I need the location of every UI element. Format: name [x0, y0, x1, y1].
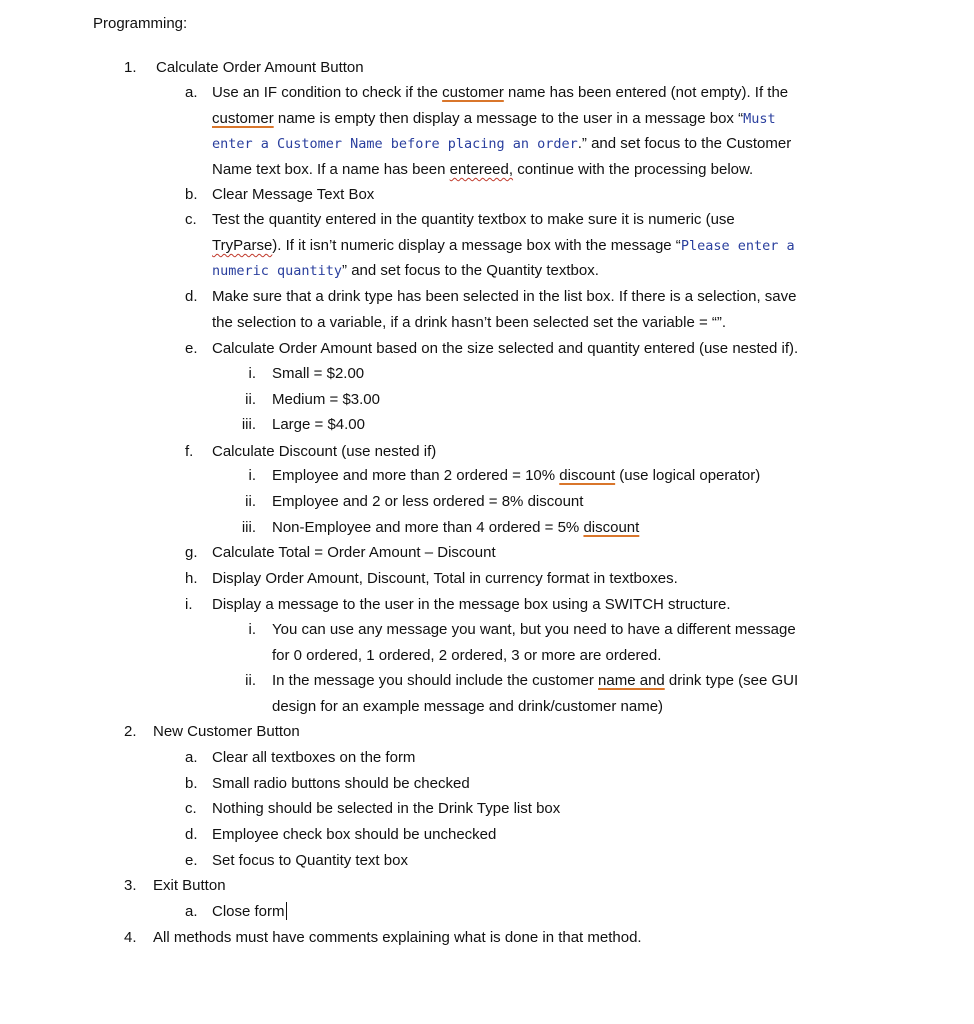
entereed-misspelled: entereed, — [449, 161, 514, 178]
customer-underlined: customer — [212, 110, 274, 127]
item-3a-marker: a. — [185, 903, 198, 920]
code-please-enter: Please enter a — [680, 238, 795, 254]
item-1e-ii-text: Medium = $3.00 — [272, 391, 380, 408]
item-1f-iii-marker: iii. — [241, 519, 256, 536]
item-1c-marker: c. — [185, 211, 197, 228]
item-1-title: Calculate Order Amount Button — [156, 59, 364, 76]
item-1d-line-2: the selection to a variable, if a drink hasn’t been selected set the variable = “”. — [212, 314, 727, 331]
name-and-underlined: name and — [598, 672, 665, 689]
item-1-marker: 1. — [124, 59, 137, 76]
item-1i-i-line-1: You can use any message you want, but you need to have a different message — [272, 621, 796, 638]
item-1e-iii-marker: iii. — [241, 416, 256, 433]
item-1c-line-3: numeric quantity” and set focus to the Quantity textbox. — [212, 262, 599, 279]
item-2-marker: 2. — [124, 723, 137, 740]
item-1f-i-marker: i. — [248, 467, 256, 484]
item-4-marker: 4. — [124, 929, 137, 946]
item-1a-line-3: enter a Customer Name before placing an order.” and set focus to the Customer — [212, 135, 792, 152]
item-3a-text[interactable]: Close form — [212, 903, 285, 920]
item-1i-text: Display a message to the user in the message box using a SWITCH structure. — [212, 596, 731, 613]
discount-underlined: discount — [559, 467, 616, 484]
item-2d-marker: d. — [185, 826, 198, 843]
item-1e-text: Calculate Order Amount based on the size selected and quantity entered (use nested if). — [212, 340, 799, 357]
item-3-marker: 3. — [124, 877, 137, 894]
item-2d-text: Employee check box should be unchecked — [212, 826, 497, 843]
code-numeric-quantity: numeric quantity — [212, 263, 343, 279]
item-1a-line-4: Name text box. If a name has been entereed, continue with the processing below. — [212, 161, 754, 178]
page-heading: Programming: — [93, 15, 188, 32]
item-1g-text: Calculate Total = Order Amount – Discount — [212, 544, 496, 561]
item-1f-marker: f. — [185, 443, 194, 460]
item-1f-ii-marker: ii. — [245, 493, 256, 510]
text-cursor — [286, 902, 287, 920]
item-1b-text: Clear Message Text Box — [212, 186, 375, 203]
item-1i-ii-line-1: In the message you should include the customer name and drink type (see GUI — [272, 672, 799, 689]
item-4-title: All methods must have comments explaining what is done in that method. — [153, 929, 642, 946]
item-1a-line-2: customer name is empty then display a message to the user in a message box “Must — [212, 110, 776, 127]
code-enter-customer-name: enter a Customer Name before placing an order — [212, 136, 578, 152]
item-1e-ii-marker: ii. — [245, 391, 256, 408]
item-1g-marker: g. — [185, 544, 198, 561]
item-1f-i-text: Employee and more than 2 ordered = 10% discount (use logical operator) — [272, 467, 761, 484]
item-1e-marker: e. — [185, 340, 198, 357]
item-1f-ii-text: Employee and 2 or less ordered = 8% discount — [272, 493, 584, 510]
item-1c-line-1: Test the quantity entered in the quantity textbox to make sure it is numeric (use — [212, 211, 735, 228]
item-1i-ii-line-2: design for an example message and drink/customer name) — [272, 698, 664, 715]
item-1d-line-1: Make sure that a drink type has been selected in the list box. If there is a selection, save — [212, 288, 797, 305]
tryparse-squiggle: TryParse — [212, 237, 273, 254]
item-1f-text: Calculate Discount (use nested if) — [212, 443, 437, 460]
item-2e-marker: e. — [185, 852, 198, 869]
item-1f-iii-text: Non-Employee and more than 4 ordered = 5% discount — [272, 519, 640, 536]
item-1h-text: Display Order Amount, Discount, Total in currency format in textboxes. — [212, 570, 678, 587]
item-1a-line-1: Use an IF condition to check if the customer name has been entered (not empty). If the — [212, 84, 789, 101]
item-2b-marker: b. — [185, 775, 198, 792]
discount-underlined: discount — [583, 519, 640, 536]
item-1d-marker: d. — [185, 288, 198, 305]
item-1i-ii-marker: ii. — [245, 672, 256, 689]
item-1i-i-marker: i. — [248, 621, 256, 638]
item-2e-text: Set focus to Quantity text box — [212, 852, 408, 869]
item-2-title: New Customer Button — [153, 723, 300, 740]
item-1e-i-text: Small = $2.00 — [272, 365, 365, 382]
item-1h-marker: h. — [185, 570, 198, 587]
item-1i-marker: i. — [185, 596, 193, 613]
item-1i-i-line-2: for 0 ordered, 1 ordered, 2 ordered, 3 or more are ordered. — [272, 647, 662, 664]
item-3-title: Exit Button — [153, 877, 226, 894]
item-2c-marker: c. — [185, 800, 197, 817]
item-1c-line-2: TryParse). If it isn’t numeric display a message box with the message “Please enter a — [212, 237, 795, 254]
item-2b-text: Small radio buttons should be checked — [212, 775, 470, 792]
item-1e-iii-text: Large = $4.00 — [272, 416, 365, 433]
code-must: Must — [743, 111, 776, 127]
item-1e-i-marker: i. — [248, 365, 256, 382]
item-2a-text: Clear all textboxes on the form — [212, 749, 416, 766]
customer-underlined: customer — [442, 84, 504, 101]
item-1a-marker: a. — [185, 84, 198, 101]
item-2c-text: Nothing should be selected in the Drink Type list box — [212, 800, 561, 817]
item-1b-marker: b. — [185, 186, 198, 203]
item-2a-marker: a. — [185, 749, 198, 766]
